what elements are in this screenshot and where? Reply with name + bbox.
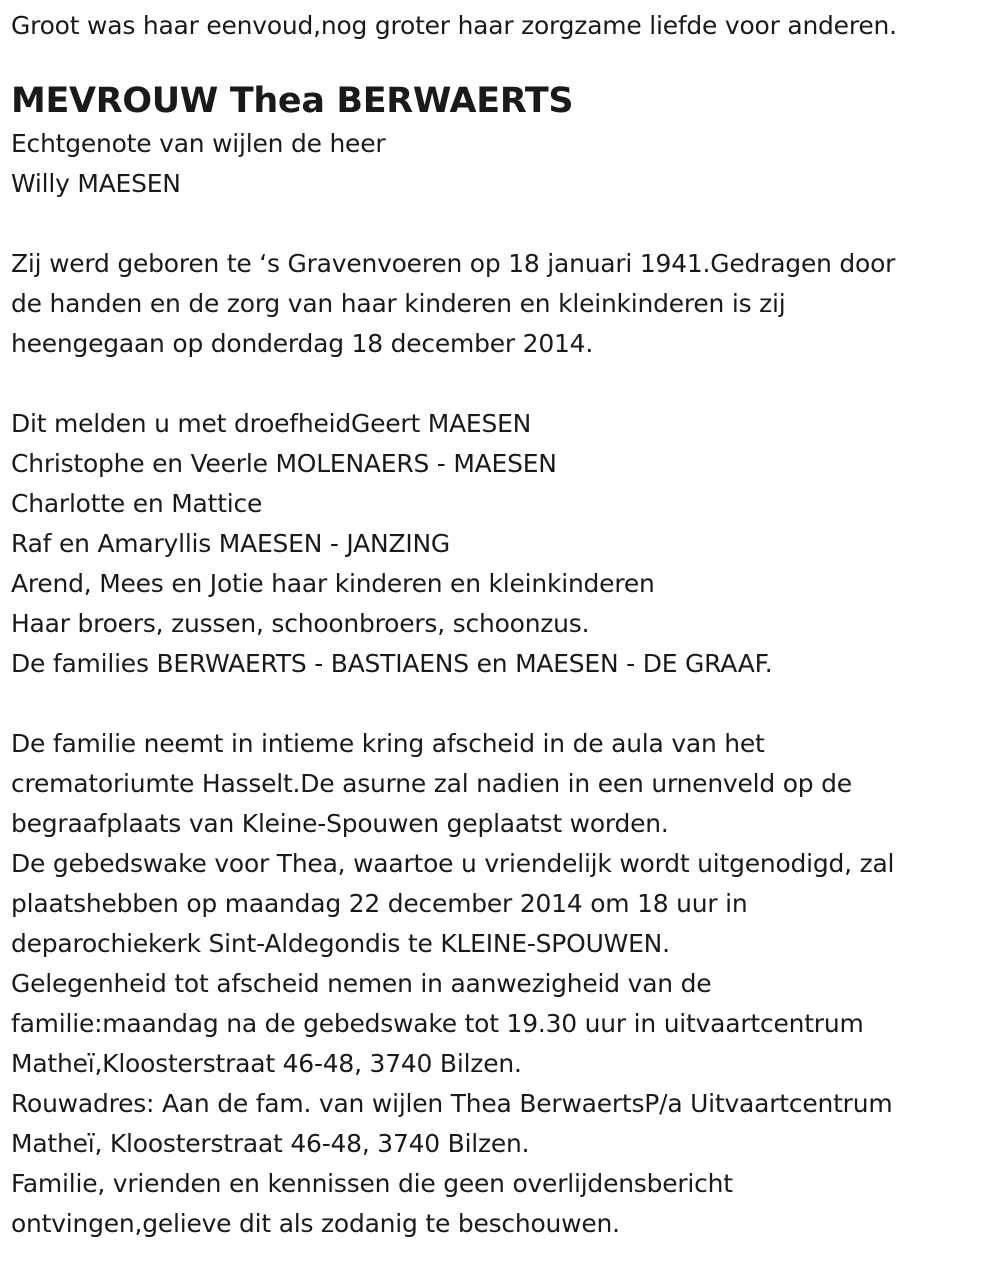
info-line: Matheï, Kloosterstraat 46-48, 3740 Bilzen. bbox=[11, 1129, 530, 1158]
family-line: Christophe en Veerle MOLENAERS - MAESEN bbox=[11, 449, 557, 478]
info-line: De gebedswake voor Thea, waartoe u vriendelijk wordt uitgenodigd, zal bbox=[11, 849, 895, 878]
spouse-block bbox=[11, 124, 991, 204]
birth-line: heengegaan op donderdag 18 december 2014. bbox=[11, 329, 594, 358]
paragraph-gap bbox=[11, 684, 991, 724]
info-line: deparochiekerk Sint-Aldegondis te KLEINE-SPOUWEN. bbox=[11, 929, 670, 958]
info-line: Gelegenheid tot afscheid nemen in aanwezigheid van de bbox=[11, 969, 712, 998]
birth-line: de handen en de zorg van haar kinderen en kleinkinderen is zij bbox=[11, 289, 786, 318]
deceased-name: MEVROUW Thea BERWAERTS bbox=[11, 81, 574, 121]
info-line: Familie, vrienden en kennissen die geen overlijdensbericht bbox=[11, 1169, 733, 1198]
family-line: Dit melden u met droefheidGeert MAESEN bbox=[11, 409, 532, 438]
family-block bbox=[11, 404, 991, 684]
info-line: Matheï,Kloosterstraat 46-48, 3740 Bilzen. bbox=[11, 1049, 522, 1078]
birth-block bbox=[11, 244, 991, 364]
info-line: Rouwadres: Aan de fam. van wijlen Thea BerwaertsP/a Uitvaartcentrum bbox=[11, 1089, 893, 1118]
motto-line: Groot was haar eenvoud,nog groter haar zorgzame liefde voor anderen. bbox=[11, 11, 897, 40]
spouse-line: Echtgenote van wijlen de heer bbox=[11, 129, 386, 158]
obituary-text bbox=[11, 6, 991, 1244]
family-line: Charlotte en Mattice bbox=[11, 489, 263, 518]
info-line: ontvingen,gelieve dit als zodanig te beschouwen. bbox=[11, 1209, 620, 1238]
paragraph-gap bbox=[11, 364, 991, 404]
info-line: plaatshebben op maandag 22 december 2014 om 18 uur in bbox=[11, 889, 748, 918]
info-line: begraafplaats van Kleine-Spouwen geplaatst worden. bbox=[11, 809, 669, 838]
birth-line: Zij werd geboren te ‘s Gravenvoeren op 18 januari 1941.Gedragen door bbox=[11, 249, 896, 278]
info-block bbox=[11, 724, 991, 1244]
family-line: Haar broers, zussen, schoonbroers, schoonzus. bbox=[11, 609, 590, 638]
family-line: Raf en Amaryllis MAESEN - JANZING bbox=[11, 529, 451, 558]
info-line: familie:maandag na de gebedswake tot 19.30 uur in uitvaartcentrum bbox=[11, 1009, 864, 1038]
family-line: De families BERWAERTS - BASTIAENS en MAESEN - DE GRAAF. bbox=[11, 649, 773, 678]
paragraph-gap bbox=[11, 204, 991, 244]
family-line: Arend, Mees en Jotie haar kinderen en kleinkinderen bbox=[11, 569, 655, 598]
info-line: De familie neemt in intieme kring afscheid in de aula van het bbox=[11, 729, 765, 758]
info-line: crematoriumte Hasselt.De asurne zal nadien in een urnenveld op de bbox=[11, 769, 852, 798]
spouse-line: Willy MAESEN bbox=[11, 169, 181, 198]
